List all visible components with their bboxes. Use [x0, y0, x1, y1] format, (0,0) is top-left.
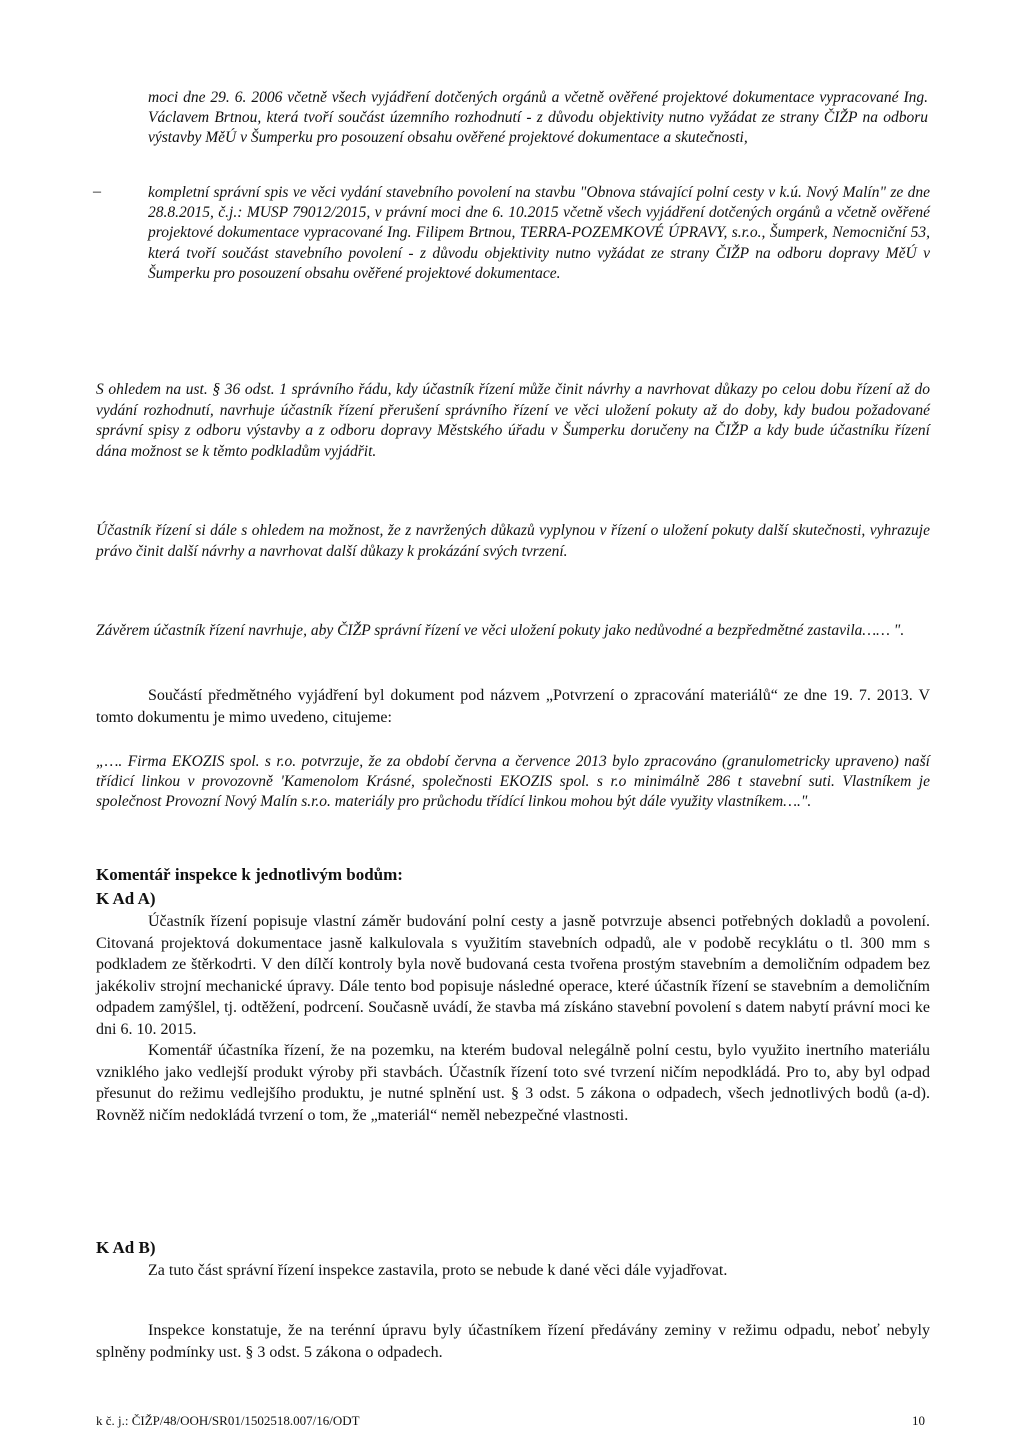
ad-b-section: [148, 1260, 930, 1282]
quote-firma-text: „…. Firma EKOZIS spol. s r.o. potvrzuje, že za období června a července 2013 bylo zpracováno (granulometricky upraveno) naší třídicí linkou v provozovně 'Kamenolom Krásné, společnosti EKOZIS spol. s r.o minimálně 286 t stavební suti. Vlastníkem je společnost Provozní Nový Malín s.r.o. materiály pro průchodu třídící linkou mohou být dále využity vlastníkem….".: [96, 753, 930, 811]
quote-ohledem: [96, 380, 930, 462]
ad-a-heading: K Ad A): [96, 889, 156, 908]
ad-a-paragraph-2: Komentář účastníka řízení, že na pozemku, na kterém budoval nelegálně polní cestu, bylo využito inertního materiálu vzniklého jako vedlejší produkt výroby při stavbách. Účastník řízení toto své tvrzení ničím nepodkládá. Pro to, aby byl odpad přesunut do režimu vedlejšího produktu, je nutné splnění ust. § 3 odst. 5 zákona o odpadech, všech jednotlivých bodů (a-d). Rovněž ničím nedokládá tvrzení o tom, že „materiál“ neměl nebezpečné vlastnosti.: [96, 1042, 930, 1124]
final-text: Inspekce konstatuje, že na terénní úpravu byly účastníkem řízení předávány zeminy v režimu odpadu, neboť nebyly splněny podmínky ust. § 3 odst. 5 zákona o odpadech.: [96, 1322, 930, 1361]
ad-a-p1-text: Účastník řízení popisuje vlastní záměr budování polní cesty a jasně potvrzuje absenci potřebných dokladů a povolení. Citovaná projektová dokumentace jasně kalkulovala s využitím stavebních odpadů, ale v podobě recyklátu o tl. 300 mm s podkladem ze štěrkodrti. V den dílčí kontroly byla nově budovaná cesta tvořena prostým stavebním a demoličním odpadem bez jakékoliv strojní mechanické úpravy. Dále tento bod popisuje následné operace, které účastník řízení se stavebním a demoličním odpadem zamýšlel, tj. odtěžení, podrcení. Současně uvádí, že stavba má získáno stavební povolení s datem nabytí právní moci ke dni 6. 10. 2015.: [96, 913, 930, 1038]
dash-list-item: [93, 183, 930, 284]
quote-zaverem-text: Závěrem účastník řízení navrhuje, aby ČIŽP správní řízení ve věci uložení pokuty jako nedůvodné a bezpředmětné zastavila…… ".: [96, 622, 905, 639]
quote-ohledem-text: S ohledem na ust. § 36 odst. 1 správního řádu, kdy účastník řízení může činit návrhy a navrhovat důkazy po celou dobu řízení až do vydání rozhodnutí, navrhuje účastník řízení přerušení správního řízení ve věci uložení pokuty až do doby, kdy budou požadované správní spisy z odboru výstavby a z odboru dopravy Městského úřadu v Šumperku doručeny na ČIŽP a kdy bude účastníku řízení dána možnost se k těmto podkladům vyjádřit.: [96, 381, 930, 460]
comment-heading: Komentář inspekce k jednotlivým bodům:: [96, 865, 403, 884]
footer-reference: k č. j.: ČIŽP/48/OOH/SR01/1502518.007/16/ODT: [96, 1413, 360, 1428]
quote-ucastnik-text: Účastník řízení si dále s ohledem na možnost, že z navržených důkazů vyplynou v řízení o uložení pokuty další skutečnosti, vyhrazuje právo činit další návrhy a navrhovat další důkazy k prokázání svých tvrzení.: [96, 522, 930, 560]
quote-zaverem: [96, 621, 930, 642]
page-number: 10: [912, 1413, 925, 1428]
quote-firma: [96, 752, 930, 813]
ad-b-heading: K Ad B): [96, 1238, 156, 1257]
soucasti-text: Součástí předmětného vyjádření byl dokument pod názvem „Potvrzení o zpracování materiálů“ ze dne 19. 7. 2013. V tomto dokumentu je mimo uvedeno, citujeme:: [96, 687, 930, 726]
ad-a-paragraph-1: [96, 911, 930, 1040]
quote-top-paragraph: moci dne 29. 6. 2006 včetně všech vyjádření dotčených orgánů a včetně ověřené projektové dokumentace vypracované Ing. Václavem Brtnou, která tvoří součást územního rozhodnutí - z důvodu objektivity nutno vyžádat ze strany ČIŽP na odboru výstavby MěÚ v Šumperku pro posouzení obsahu ověřené projektové dokumentace a skutečnosti,: [148, 89, 928, 147]
list-dash-marker: –: [93, 183, 101, 200]
quote-continuation: [148, 88, 928, 149]
final-paragraph: [96, 1320, 930, 1364]
ad-b-paragraph-1: Za tuto část správní řízení inspekce zastavila, proto se nebude k dané věci dále vyjadřovat.: [148, 1262, 728, 1279]
dash-item-text: kompletní správní spis ve věci vydání stavebního povolení na stavbu "Obnova stávající polní cesty v k.ú. Nový Malín" ze dne 28.8.2015, č.j.: MUSP 79012/2015, v právní moci dne 6. 10.2015 včetně všech vyjádření dotčených orgánů a včetně ověřené projektové dokumentace vypracované Ing. Filipem Brtnou, TERRA-POZEMKOVÉ ÚPRAVY, s.r.o., Šumperk, Nemocniční 53, která tvoří součást stavebního povolení - z důvodu objektivity nutno vyžádat ze strany ČIŽP na odboru dopravy MěÚ v Šumperku pro posouzení obsahu ověřené projektové dokumentace.: [148, 184, 930, 282]
soucasti-paragraph: [96, 685, 930, 729]
ad-a-section: [96, 911, 930, 1126]
quote-ucastnik: [96, 521, 930, 562]
